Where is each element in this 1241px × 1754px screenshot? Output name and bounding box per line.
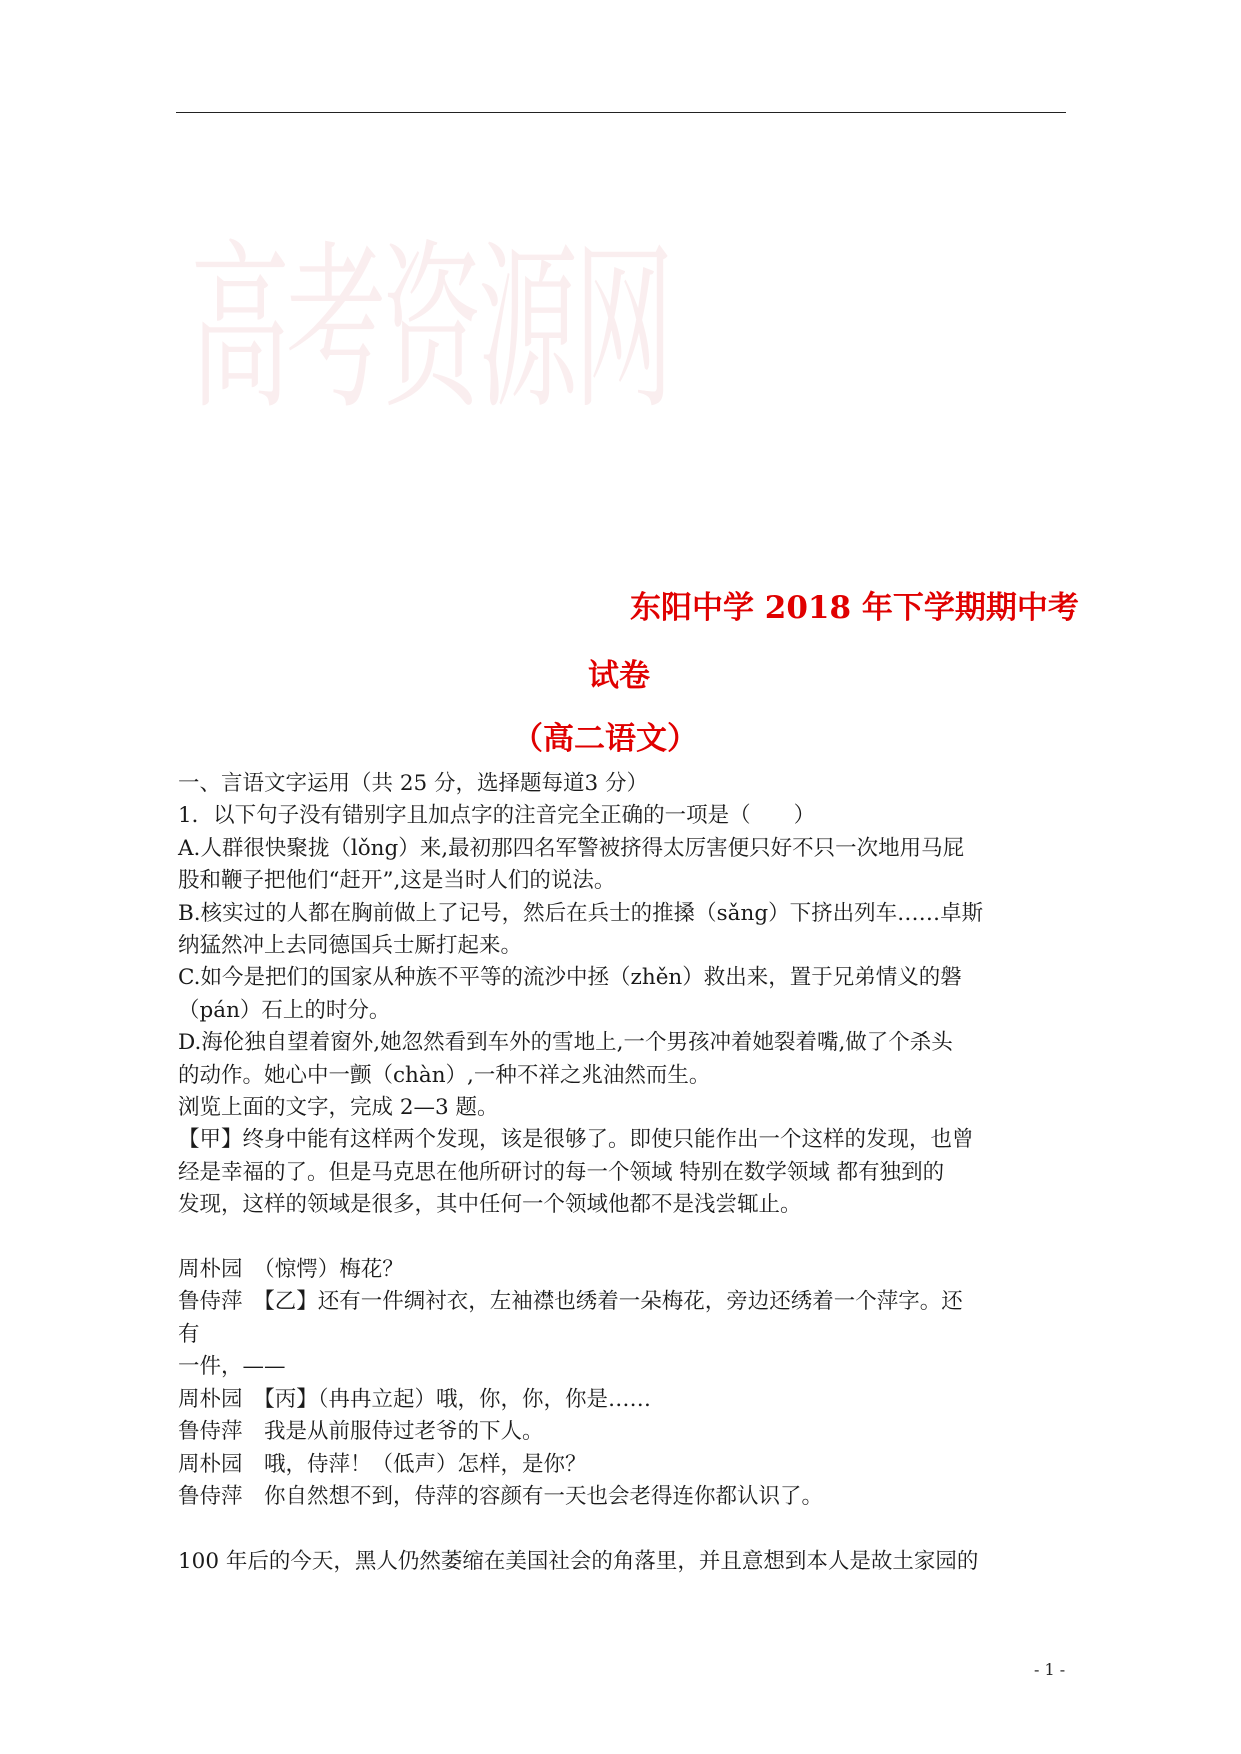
text-line: A.人群很快聚拢（lǒng）来,最初那四名军警被挤得太厉害便只好不只一次地用马屁 bbox=[178, 835, 965, 861]
exam-body bbox=[178, 768, 1078, 1578]
exam-title-continued: 试卷 bbox=[588, 658, 650, 694]
text-line: 鲁侍萍 【乙】还有一件绸衬衣，左袖襟也绣着一朵梅花，旁边还绣着一个萍字。还 bbox=[178, 1289, 963, 1315]
text-line: （pán）石上的时分。 bbox=[178, 997, 391, 1023]
text-line: 1．以下句子没有错别字且加点字的注音完全正确的一项是（ ） bbox=[178, 803, 816, 829]
text-line: 经是幸福的了。但是马克思在他所研讨的每一个领域 特别在数学领域 都有独到的 bbox=[178, 1159, 945, 1185]
text-line: 浏览上面的文字，完成 2—3 题。 bbox=[178, 1095, 499, 1121]
exam-title: 东阳中学 2018 年下学期期中考 bbox=[630, 590, 1079, 626]
text-line: 鲁侍萍 你自然想不到，侍萍的容颜有一天也会老得连你都认识了。 bbox=[178, 1483, 824, 1509]
text-line: 鲁侍萍 我是从前服侍过老爷的下人。 bbox=[178, 1419, 544, 1445]
text-line: C.如今是把们的国家从种族不平等的流沙中拯（zhěn）救出来，置于兄弟情义的磐 bbox=[178, 965, 962, 991]
watermark: 高考资源网 bbox=[190, 223, 670, 435]
exam-subject: （高二语文） bbox=[512, 721, 698, 757]
text-line: 周朴园 哦，侍萍！（低声）怎样，是你？ bbox=[178, 1451, 587, 1477]
text-line: 【甲】终身中能有这样两个发现，该是很够了。即使只能作出一个这样的发现，也曾 bbox=[178, 1127, 974, 1153]
text-line: 有 bbox=[178, 1321, 200, 1347]
text-line: 周朴园 （惊愕）梅花？ bbox=[178, 1257, 404, 1283]
text-line: B.核实过的人都在胸前做上了记号，然后在兵士的推搡（sǎng）下挤出列车……卓斯 bbox=[178, 900, 984, 926]
blank-line bbox=[178, 1222, 1078, 1254]
text-line: 一、言语文字运用（共 25 分，选择题每道3 分） bbox=[178, 771, 649, 796]
page-number: - 1 - bbox=[1034, 1660, 1066, 1679]
text-line: D.海伦独自望着窗外,她忽然看到车外的雪地上,一个男孩冲着她裂着嘴,做了个杀头 bbox=[178, 1030, 953, 1056]
text-line: 股和鞭子把他们“赶开”,这是当时人们的说法。 bbox=[178, 868, 616, 894]
text-line: 发现，这样的领域是很多，其中任何一个领域他都不是浅尝辄止。 bbox=[178, 1192, 802, 1218]
text-line: 的动作。她心中一颤（chàn）,一种不祥之兆油然而生。 bbox=[178, 1062, 711, 1088]
text-line: 100 年后的今天，黑人仍然萎缩在美国社会的角落里，并且意想到本人是故土家园的 bbox=[178, 1548, 979, 1574]
text-line: 纳猛然冲上去同德国兵士厮打起来。 bbox=[178, 933, 523, 959]
text-line: 一件，—— bbox=[178, 1354, 286, 1380]
text-line: 周朴园 【丙】（冉冉立起）哦，你，你，你是…… bbox=[178, 1386, 652, 1412]
blank-line bbox=[178, 1513, 1078, 1545]
